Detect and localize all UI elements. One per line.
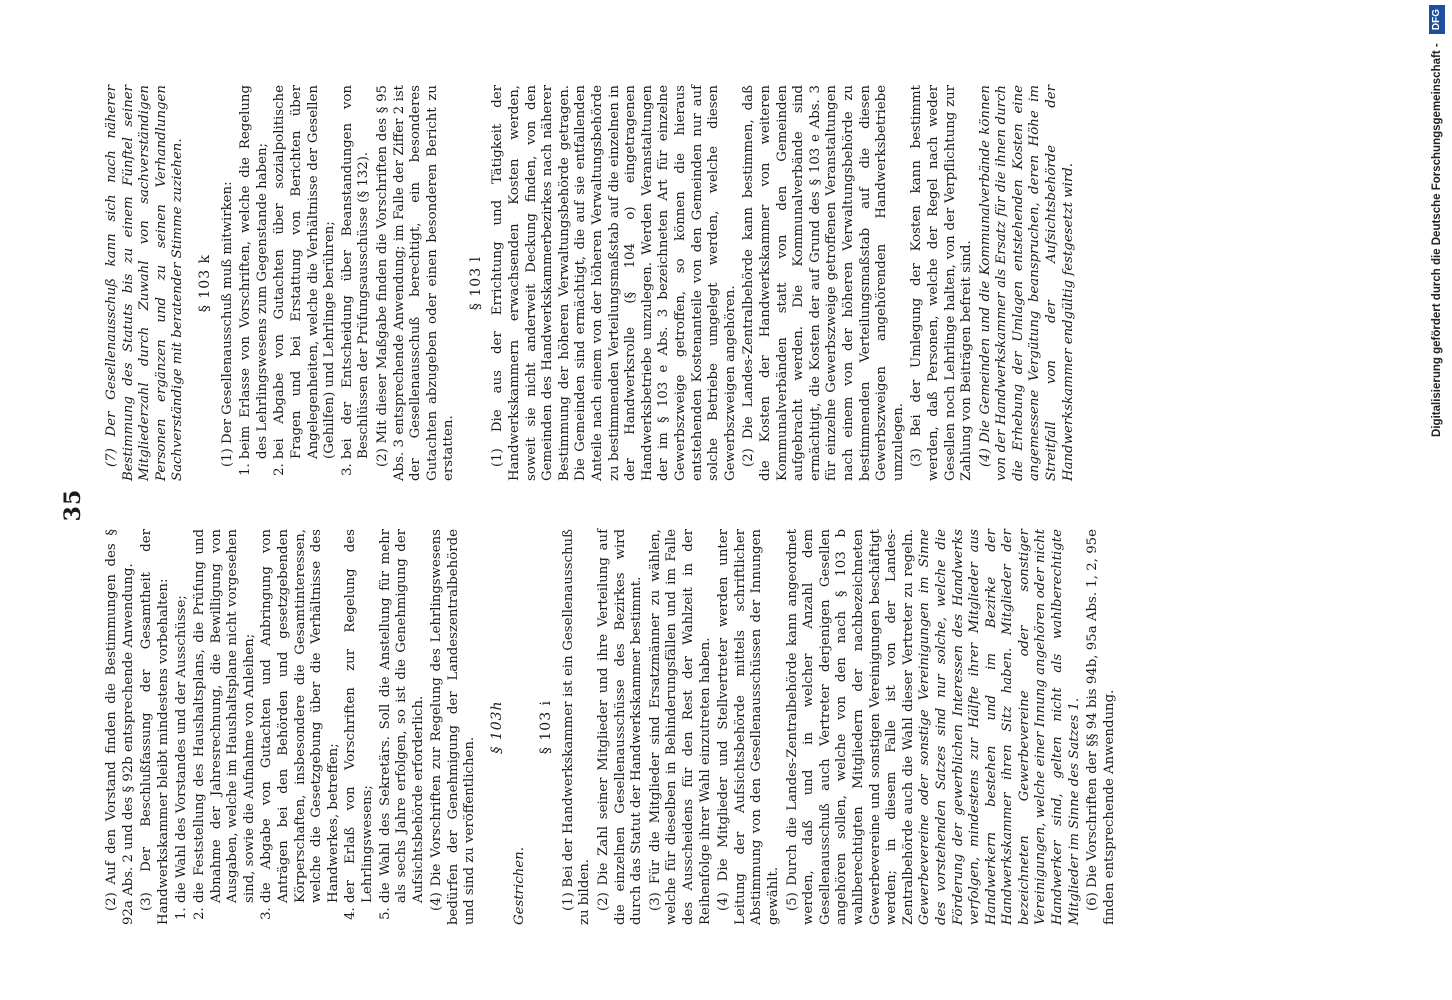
left-column [104,529,1120,925]
paragraph: (6) Die Vorschriften der §§ 94 bis 94b, 95a Abs. 1, 2, 95e finden entsprechende Anwendung. [1085,529,1117,925]
digitization-text: Digitalisierung gefördert durch die Deutsche Forschungsgemeinschaft - [1431,43,1443,437]
paragraph: (2) Die Zahl seiner Mitglieder und ihre Verteilung auf die einzelnen Gesellenausschüsse des Bezirkes wird durch das Statut der Handwerkskammer bestimmt. [596,529,645,925]
italic-paragraph: (7) Der Gesellenausschuß kann sich nach näherer Bestimmung des Statuts bis zu einem Fünftel seiner Mitgliederzahl durch Zuwahl von sachverständigen Personen ergänzen und zu seinen Verhandlungen Sachverständige mit beratender Stimme zuziehen. [104,85,186,481]
right-column [104,85,1120,481]
digitization-note [1400,9,1443,990]
section-heading: § 103h [489,700,506,754]
paragraph: (1) Der Gesellenausschuß muß mitwirken: [219,181,235,467]
list-item: 4. der Erlaß von Vorschriften zur Regelung des Lehrlingswesens; [343,529,376,903]
list-item: 2. die Feststellung des Haushaltsplans, die Prüfung und Abnahme der Jahresrechnung, die Bewilligung von Ausgaben, welche im Haushaltsplane nicht vorgesehen sind, sowie die Aufnahme von Anleihen; [192,529,258,903]
paragraph: (2) Auf den Vorstand finden die Bestimmungen des § 92a Abs. 2 und des § 92b entsprechende Anwendung. [104,529,136,925]
document-page [20,25,1420,985]
italic-paragraph: (4) Die Gemeinden und die Kommunalverbände können von der Handwerkskammer als Ersatz für die ihnen durch die Erhebung der Umlagen entstehenden Kosten eine angemessene Vergütung beanspruchen, deren Höhe im Streitfall von der Aufsichtsbehörde der Handwerkskammer endgültig festgesetzt wird. [977,85,1076,481]
list-item: 3. die Abgabe von Gutachten und Anbringung von Anträgen bei den Behörden und gesetzgebenden Körperschaften, insbesondere die Gesamtinteressen, welche die Gesetzgebung über die Verhältnisse des Handwerkes, betreffen; [259,529,342,903]
participation-list [238,85,373,481]
list-item: 5. die Wahl des Sekretärs. Soll die Anstellung für mehr als sechs Jahre erfolgen, so ist die Genehmigung der Aufsichtsbehörde erforderlich. [378,529,428,903]
dfg-logo: DFG [1429,5,1445,34]
page-number: 35 [60,488,86,522]
paragraph: (2) Mit dieser Maßgabe finden die Vorschriften des § 95 Abs. 3 entsprechende Anwendung; im Falle der Ziffer 2 ist der Gesellenausschuß berechtigt, ein besonderes Gutachten abzugeben oder einen besonderen Bericht zu erstatten. [374,85,457,481]
reserved-list [174,529,427,925]
paragraph: (1) Die aus der Errichtung und Tätigkeit der Handwerkskammern erwachsenden Kosten werden, soweit sie nicht anderweit Deckung finden, von den Gemeinden des Handwerkskammerbezirkes nach näherer Bestimmung der höheren Verwaltungsbehörde getragen. Die Gemeinden sind ermächtigt, die auf sie entfallenden Anteile nach einem von der höheren Verwaltungsbehörde zu bestimmenden Verteilungsmaßstab auf die einzelnen in der Handwerksrolle (§ 104 o) eingetragenen Handwerksbetriebe umzulegen. Werden Veranstaltungen der im § 103 e Abs. 3 bezeichneten Art für einzelne Gewerbszweige getroffen, so können die hieraus entstehenden Kostenanteile von den Gemeinden nur auf solche Betriebe umgelegt werden, welche diesen Gewerbszweigen angehören. [490,85,738,481]
paragraph: (1) Bei der Handwerkskammer ist ein Gesellenausschuß zu bilden. [560,529,593,925]
section-heading: § 103 l [467,255,484,311]
section-heading: § 103 i [538,699,555,755]
paragraph-text: (5) Durch die Landes-Zentralbehörde kann angeordnet werden, daß und in welcher Anzahl dem Gesellenausschuß auch Vertreter derjenigen Gesellen angehören sollen, welche von den nach § 103 b wahlberechtigten Mitgliedern der nachbezeichneten Gewerbevereine und sonstigen Vereinigungen beschäftigt werden; in diesem Falle ist von der Landes-Zentralbehörde auch die Wahl dieser Vertreter zu regeln. [784,529,916,925]
struck-note: Gestrichen. [511,847,527,925]
list-item: 2. bei Abgabe von Gutachten über sozialpolitische Fragen und bei Erstattung von Berichten über Angelegenheiten, welche die Verhältnisse der Gesellen (Gehilfen) und Lehrlinge berühren; [272,85,338,459]
paragraph: (2) Die Landes-Zentralbehörde kann bestimmen, daß die Kosten der Handwerkskammer von weiteren Kommunalverbänden statt von den Gemeinden aufgebracht werden. Die Kommunalverbände sind ermächtigt, die Kosten der auf Grund des § 103 e Abs. 3 für einzelne Gewerbszweige getroffenen Veranstaltungen nach einem von der höheren Verwaltungsbehörde zu bestimmenden Verteilungsmaßstab auf die diesen Gewerbszweigen angehörenden Handwerksbetriebe umzulegen. [741,85,906,481]
paragraph: (3) Bei der Umlegung der Kosten kann bestimmt werden, daß Personen, welche der Regel nach weder Gesellen noch Lehrlinge halten, von der Verpflichtung zur Zahlung von Beiträgen befreit sind. [909,85,975,481]
paragraph [785,529,1084,925]
list-item: 1. die Wahl des Vorstandes und der Ausschüsse; [174,529,191,903]
italic-insertion: Gewerbevereine oder sonstige Vereinigungen im Sinne des vorstehenden Satzes sind nur solche, welche die Förderung der gewerblichen Interessen des Handwerks verfolgen, mindestens zur Hälfte ihrer Mitglieder aus Handwerkern bestehen und im Bezirke der Handwerkskammer ihren Sitz haben. Mitglieder der bezeichneten Gewerbevereine oder sonstiger Vereinigungen, welche einer Innung angehören oder nicht Handwerker sind, gelten nicht als wahlberechtigte Mitglieder im Sinne des Satzes 1. [917,529,1082,925]
paragraph: (4) Die Mitglieder und Stellvertreter werden unter Leitung der Aufsichtsbehörde mittels schriftlicher Abstimmung von den Gesellenausschüssen der Innungen gewählt. [716,529,781,925]
list-item: 1. beim Erlasse von Vorschriften, welche die Regelung des Lehrlingswesens zum Gegenstande haben; [238,85,271,459]
paragraph: (3) Für die Mitglieder sind Ersatzmänner zu wählen, welche für dieselben in Behinderungsfällen und im Falle des Ausscheidens für den Rest der Wahlzeit in der Reihenfolge ihrer Wahl einzutreten haben. [647,529,713,925]
paragraph: (3) Der Beschlußfassung der Gesamtheit der Handwerkskammer bleibt mindestens vorbehalten: [139,529,171,925]
section-heading: § 103 k [196,253,213,313]
list-item: 3. bei der Entscheidung über Beanstandungen von Beschlüssen der Prüfungsausschüsse (§ 132). [340,85,373,459]
text-columns [104,85,1120,925]
paragraph: (4) Die Vorschriften zur Regelung des Lehrlingswesens bedürfen der Genehmigung der Landeszentralbehörde und sind zu veröffentlichen. [429,529,478,925]
